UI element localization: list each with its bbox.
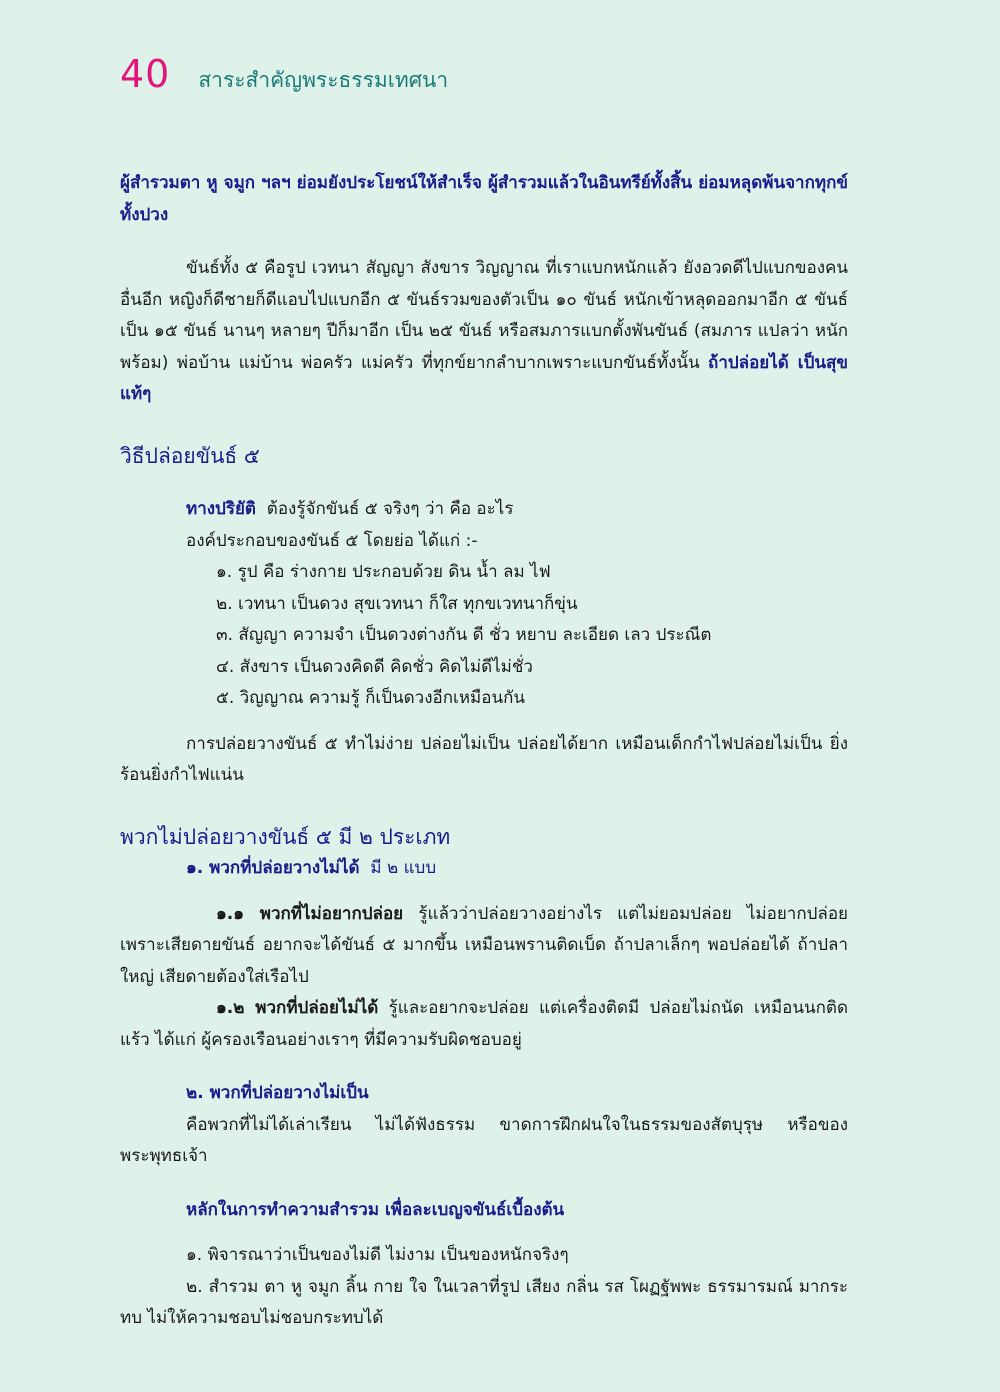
group2-heading: ๒. พวกที่ปล่อยวางไม่เป็น — [186, 1083, 369, 1103]
list-item: ๑. รูป คือ ร่างกาย ประกอบด้วย ดิน น้ำ ลม ไฟ — [216, 562, 551, 582]
page-header — [120, 52, 448, 102]
list-item: ๔. สังขาร เป็นดวงคิดดี คิดชั่ว คิดไม่ดีไม่ชั่ว — [216, 656, 533, 677]
section-heading-release-method: วิธีปล่อยขันธ์ ๕ — [120, 443, 260, 468]
book-title: สาระสำคัญพระธรรมเทศนา — [198, 68, 449, 92]
release-difficulty-paragraph: การปล่อยวางขันธ์ ๕ ทำไม่ง่าย ปล่อยไม่เป็น ปล่อยได้ยาก เหมือนเด็กกำไฟปล่อยไม่เป็น ยิ่งร้อนยิ่งกำไฟแน่น — [120, 733, 848, 785]
intro-paragraph: ผู้สำรวมตา หู จมูก ฯลฯ ย่อมยังประโยชน์ให้สำเร็จ ผู้สำรวมแล้วในอินทรีย์ทั้งสิ้น ย่อมหลุดพ้นจากทุกข์ ทั้งปวง — [120, 173, 848, 225]
restraint-item-1: ๑. พิจารณาว่าเป็นของไม่ดี ไม่งาม เป็นของหนักจริงๆ — [186, 1245, 569, 1265]
sub1-text: รู้แล้วว่าปล่อยวางอย่างไร แต่ไม่ยอมปล่อย ไม่อยากปล่อย เพราะเสียดายขันธ์ อยากจะได้ขันธ์ ๕ มากขึ้น เหมือนพรานติดเบ็ด ถ้าปลาเล็กๆ พอปล่อยได้ ถ้าปลาใหญ่ เสียดายต้องใส่เรือไป — [120, 903, 849, 987]
list-item: ๒. เวทนา เป็นดวง สุขเวทนา ก็ใส ทุกขเวทนาก็ขุ่น — [216, 593, 578, 614]
sub1-paragraph — [120, 899, 848, 994]
group1-heading — [120, 853, 848, 885]
list-item: ๓. สัญญา ความจำ เป็นดวงต่างกัน ดี ชั่ว หยาบ ละเอียด เลว ประณีต — [216, 625, 712, 645]
page-number: 40 — [120, 52, 171, 96]
khandha-components-list — [120, 557, 848, 715]
paragraph-khandha-burden — [120, 253, 848, 411]
practice-line — [120, 494, 848, 526]
group1-label: ๑. พวกที่ปล่อยวางไม่ได้ — [186, 858, 360, 878]
sub1-label: ๑.๑ พวกที่ไม่อยากปล่อย — [216, 903, 404, 924]
group2-paragraph: คือพวกที่ไม่ได้เล่าเรียน ไม่ได้ฟังธรรม ขาดการฝึกฝนใจในธรรมของสัตบุรุษ หรือของพระพุทธเจ้า — [120, 1114, 848, 1166]
practice-text: ต้องรู้จักขันธ์ ๕ จริงๆ ว่า คือ อะไร — [266, 499, 514, 519]
section-heading-restraint: หลักในการทำความสำรวม เพื่อละเบญจขันธ์เบื้องต้น — [186, 1199, 565, 1220]
paragraph-emphasis: ถ้าปล่อยได้ เป็นสุขแท้ๆ — [120, 352, 848, 404]
paragraph-khandha-text: ขันธ์ทั้ง ๕ คือรูป เวทนา สัญญา สังขาร วิญญาณ ที่เราแบกหนักแล้ว ยังอวดดีไปแบกของคนอื่นอีก หญิงก็ดีชายก็ดีแอบไปแบกอีก ๕ ขันธ์รวมของตัวเป็น ๑๐ ขันธ์ หนักเข้าหลุดออกมาอีก ๕ ขันธ์ เป็น ๑๕ ขันธ์ นานๆ หลายๆ ปีก็มาอีก เป็น ๒๕ ขันธ์ หรือสมภารแบกตั้งพันขันธ์ (สมภาร แปลว่า หนักพร้อม) พ่อบ้าน แม่บ้าน พ่อครัว แม่ครัว ที่ทุกข์ยากลำบากเพราะแบกขันธ์ทั้งนั้น — [120, 258, 848, 373]
group1-suffix: มี ๒ แบบ — [370, 858, 437, 878]
section-heading-non-releasers: พวกไม่ปล่อยวางขันธ์ ๕ มี ๒ ประเภท — [120, 824, 451, 849]
practice-label: ทางปริยัติ — [186, 499, 256, 519]
page-content — [120, 168, 848, 1335]
restraint-item-2: ๒. สำรวม ตา หู จมูก ลิ้น กาย ใจ ในเวลาที่รูป เสียง กลิ่น รส โผฏฐัพพะ ธรรมารมณ์ มากระทบ ไม่ให้ความชอบไม่ชอบกระทบได้ — [120, 1276, 848, 1328]
sub2-paragraph — [120, 993, 848, 1056]
sub2-label: ๑.๒ พวกที่ปล่อยไม่ได้ — [216, 998, 379, 1018]
components-intro: องค์ประกอบของขันธ์ ๕ โดยย่อ ได้แก่ :- — [186, 530, 478, 551]
list-item: ๕. วิญญาณ ความรู้ ก็เป็นดวงอีกเหมือนกัน — [216, 688, 525, 708]
sub2-text: รู้และอยากจะปล่อย แต่เครื่องติดมี ปล่อยไม่ถนัด เหมือนนกติดแร้ว ได้แก่ ผู้ครองเรือนอย่างเราๆ ที่มีความรับผิดชอบอยู่ — [120, 998, 848, 1050]
